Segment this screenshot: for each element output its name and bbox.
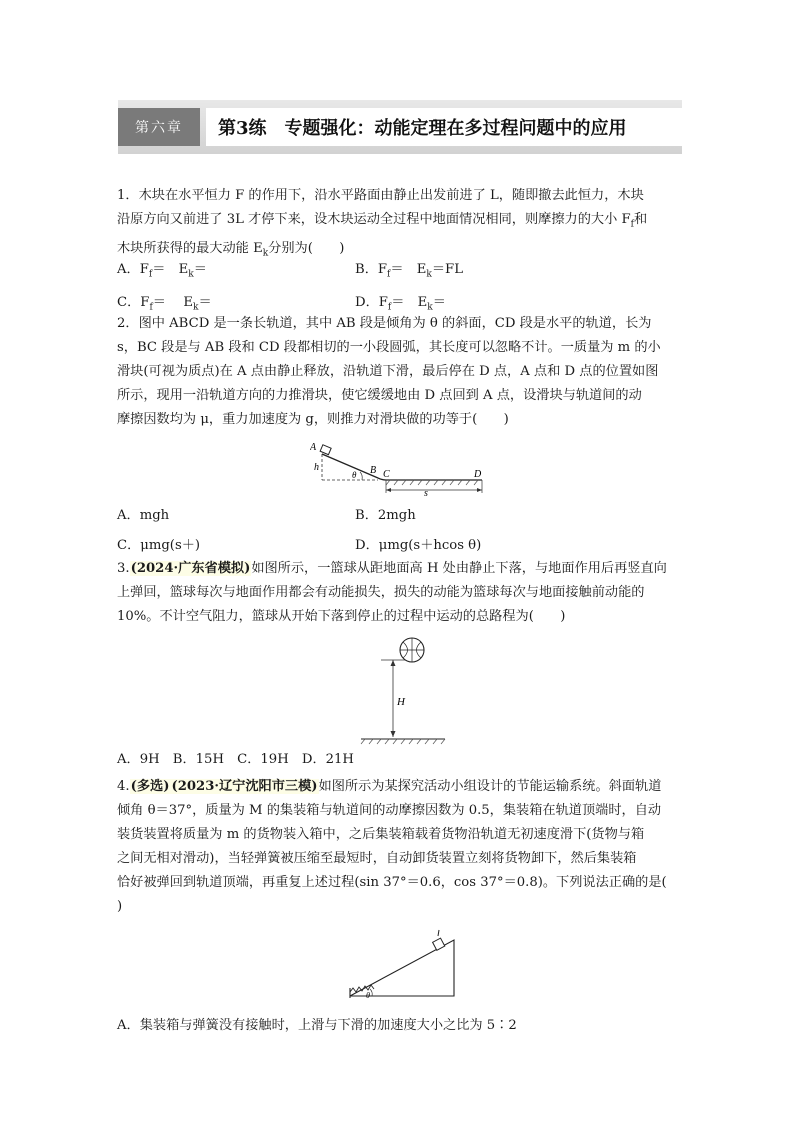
q2-option-c[interactable]: C．μmg(s＋): [117, 538, 201, 553]
q4-line: 4.(多选) (2023·辽宁沈阳市三模)如图所示为某探究活动小组设计的节能运输系统。斜面轨道: [117, 779, 662, 794]
page-title: [206, 108, 682, 146]
q2-line: 摩擦因数均为 μ，重力加速度为 g，则推力对滑块做的功等于( ): [117, 412, 509, 427]
q4-tag: (多选): [130, 779, 170, 794]
ground-hatching: [386, 480, 478, 485]
q1-options: [117, 258, 689, 319]
q4-line: 之间无相对滑动)，当轻弹簧被压缩至最短时，自动卸货装置立刻将货物卸下，然后集装箱: [117, 851, 637, 866]
q3-source: (2024·广东省模拟): [130, 561, 251, 576]
label-c: C: [383, 469, 390, 480]
chapter-label: 第六章: [118, 108, 200, 146]
label-a: A: [310, 442, 317, 453]
q3-options[interactable]: A．9H B．15H C．19H D．21H: [117, 752, 354, 767]
q4-source: (2023·辽宁沈阳市三模): [171, 779, 318, 794]
q4-line: 恰好被弹回到轨道顶端，再重复上述过程(sin 37°＝0.6，cos 37°＝0.8)。下列说法正确的是(: [117, 875, 667, 890]
q2-options: [117, 504, 689, 558]
q4-option-a[interactable]: A．集装箱与弹簧没有接触时，上滑与下滑的加速度大小之比为 5∶2: [117, 1018, 517, 1033]
label-theta: θ: [352, 470, 357, 480]
q2-line: s，BC 段是与 AB 段和 CD 段都相切的一小段圆弧，其长度可以忽略不计。一质量为 m 的小: [117, 340, 661, 355]
slider-block: [320, 445, 331, 455]
label-d: D: [474, 469, 482, 480]
q4-line: ): [117, 899, 123, 914]
label-h: h: [314, 462, 319, 473]
question-3: [117, 557, 689, 629]
q4-line: 倾角 θ＝37°，质量为 M 的集装箱与轨道间的动摩擦因数为 0.5，集装箱在轨道顶端时，自动: [117, 803, 662, 818]
q2-line: 滑块(可视为质点)在 A 点由静止释放，沿轨道下滑，最后停在 D 点，A 点和 D 点的位置如图: [117, 364, 659, 379]
q1-option-b[interactable]: B．$F_f=$ $E_k=FL$: [355, 262, 463, 280]
q3-line: 上弹回，篮球每次与地面作用都会有动能损失，损失的动能为篮球每次与地面接触前动能的: [117, 585, 645, 600]
q3-line: 10%。不计空气阻力，篮球从开始下落到停止的过程中运动的总路程为( ): [117, 609, 566, 624]
label-b: B: [370, 465, 377, 476]
question-2: [117, 312, 689, 432]
q1-option-a[interactable]: A．$F_f=$ $E_k=$: [117, 262, 207, 280]
chapter-header: [118, 100, 682, 154]
q2-option-d[interactable]: D．μmg(s＋hcos θ): [355, 538, 482, 553]
q2-line: 2．图中 ABCD 是一条长轨道，其中 AB 段是倾角为 θ 的斜面，CD 段是水平的轨道，长为: [117, 316, 652, 331]
exercise-number: 第3练: [218, 118, 267, 139]
q1-line: 沿原方向又前进了 3L 才停下来，设木块运动全过程中地面情况相同，则摩擦力的大小 $F_f$和: [117, 212, 648, 230]
q2-option-a[interactable]: A．mgh: [117, 508, 170, 523]
q2-track-figure: [310, 440, 490, 496]
label-s: s: [424, 488, 428, 496]
q4-incline-figure: [342, 926, 462, 1004]
q3-line: 3.(2024·广东省模拟)如图所示，一篮球从距地面高 H 处由静止下落，与地面作用后再竖直向: [117, 561, 667, 576]
q2-line: 所示，现用一沿轨道方向的力推滑块，使它缓缓地由 D 点回到 A 点，设滑块与轨道间的动: [117, 388, 642, 403]
label-h-height: H: [397, 696, 405, 708]
question-4: [117, 775, 689, 919]
label-theta-incline: θ: [366, 991, 370, 1000]
q1-line: 木块所获得的最大动能 $E_k$分别为( ): [117, 240, 345, 259]
q2-option-b[interactable]: B．2mgh: [355, 508, 416, 523]
q1-option-c[interactable]: C．$F_f=$ $E_k=$: [117, 294, 212, 313]
exercise-title: 专题强化：动能定理在多过程问题中的应用: [284, 118, 627, 139]
ground-hatching: [361, 739, 445, 744]
q3-basketball-figure: [355, 633, 455, 745]
q1-option-d[interactable]: D．$F_f=$ $E_k=$: [355, 294, 446, 313]
q1-line: 1．木块在水平恒力 F 的作用下，沿水平路面由静止出发前进了 L，随即撤去此恒力，木块: [117, 188, 644, 203]
question-1: [117, 184, 689, 265]
q4-line: 装货装置将质量为 m 的货物装入箱中，之后集装箱载着货物沿轨道无初速度滑下(货物与箱: [117, 827, 645, 842]
